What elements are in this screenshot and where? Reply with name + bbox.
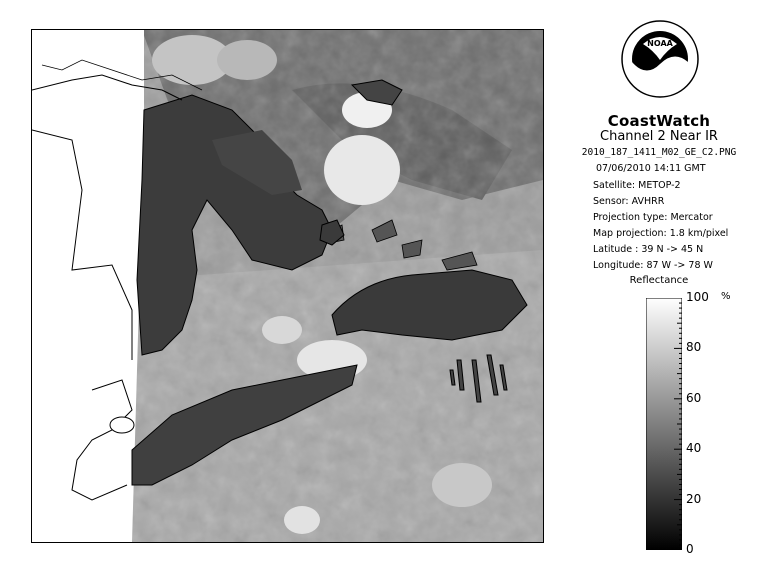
file-name: 2010_187_1411_M02_GE_C2.PNG xyxy=(581,147,737,158)
channel-subtitle: Channel 2 Near IR xyxy=(600,129,718,144)
satellite-info: Satellite: METOP-2 xyxy=(593,180,681,191)
satellite-image xyxy=(31,29,544,543)
satellite-map-svg xyxy=(32,30,543,542)
logo-text: NOAA xyxy=(647,39,673,48)
noaa-logo xyxy=(621,20,699,98)
no-data-region xyxy=(32,30,144,542)
cloud xyxy=(432,463,492,507)
colorbar-tick-label: 40 xyxy=(686,441,702,456)
colorbar-tick-label: 0 xyxy=(686,542,694,556)
map-projection: Map projection: 1.8 km/pixel xyxy=(593,228,729,239)
colorbar xyxy=(646,298,682,550)
latitude-range: Latitude : 39 N -> 45 N xyxy=(593,244,704,255)
colorbar-label: Reflectance xyxy=(629,275,689,286)
colorbar-tick-label: 60 xyxy=(686,390,702,405)
colorbar-tick-label: 20 xyxy=(686,491,702,506)
colorbar-gradient xyxy=(646,298,682,550)
sensor-info: Sensor: AVHRR xyxy=(593,196,665,207)
lake-st-clair xyxy=(110,417,134,433)
date-time: 07/06/2010 14:11 GMT xyxy=(596,163,706,174)
cloud xyxy=(284,506,320,534)
projection-type: Projection type: Mercator xyxy=(593,212,713,223)
cloud xyxy=(262,316,302,344)
product-title: CoastWatch xyxy=(607,112,711,130)
cloud xyxy=(324,135,400,205)
colorbar-unit: % xyxy=(721,291,731,302)
colorbar-tick-label: 80 xyxy=(686,340,702,355)
longitude-range: Longitude: 87 W -> 78 W xyxy=(593,260,713,271)
colorbar-tick-label: 100 xyxy=(686,290,709,304)
cloud xyxy=(217,40,277,80)
